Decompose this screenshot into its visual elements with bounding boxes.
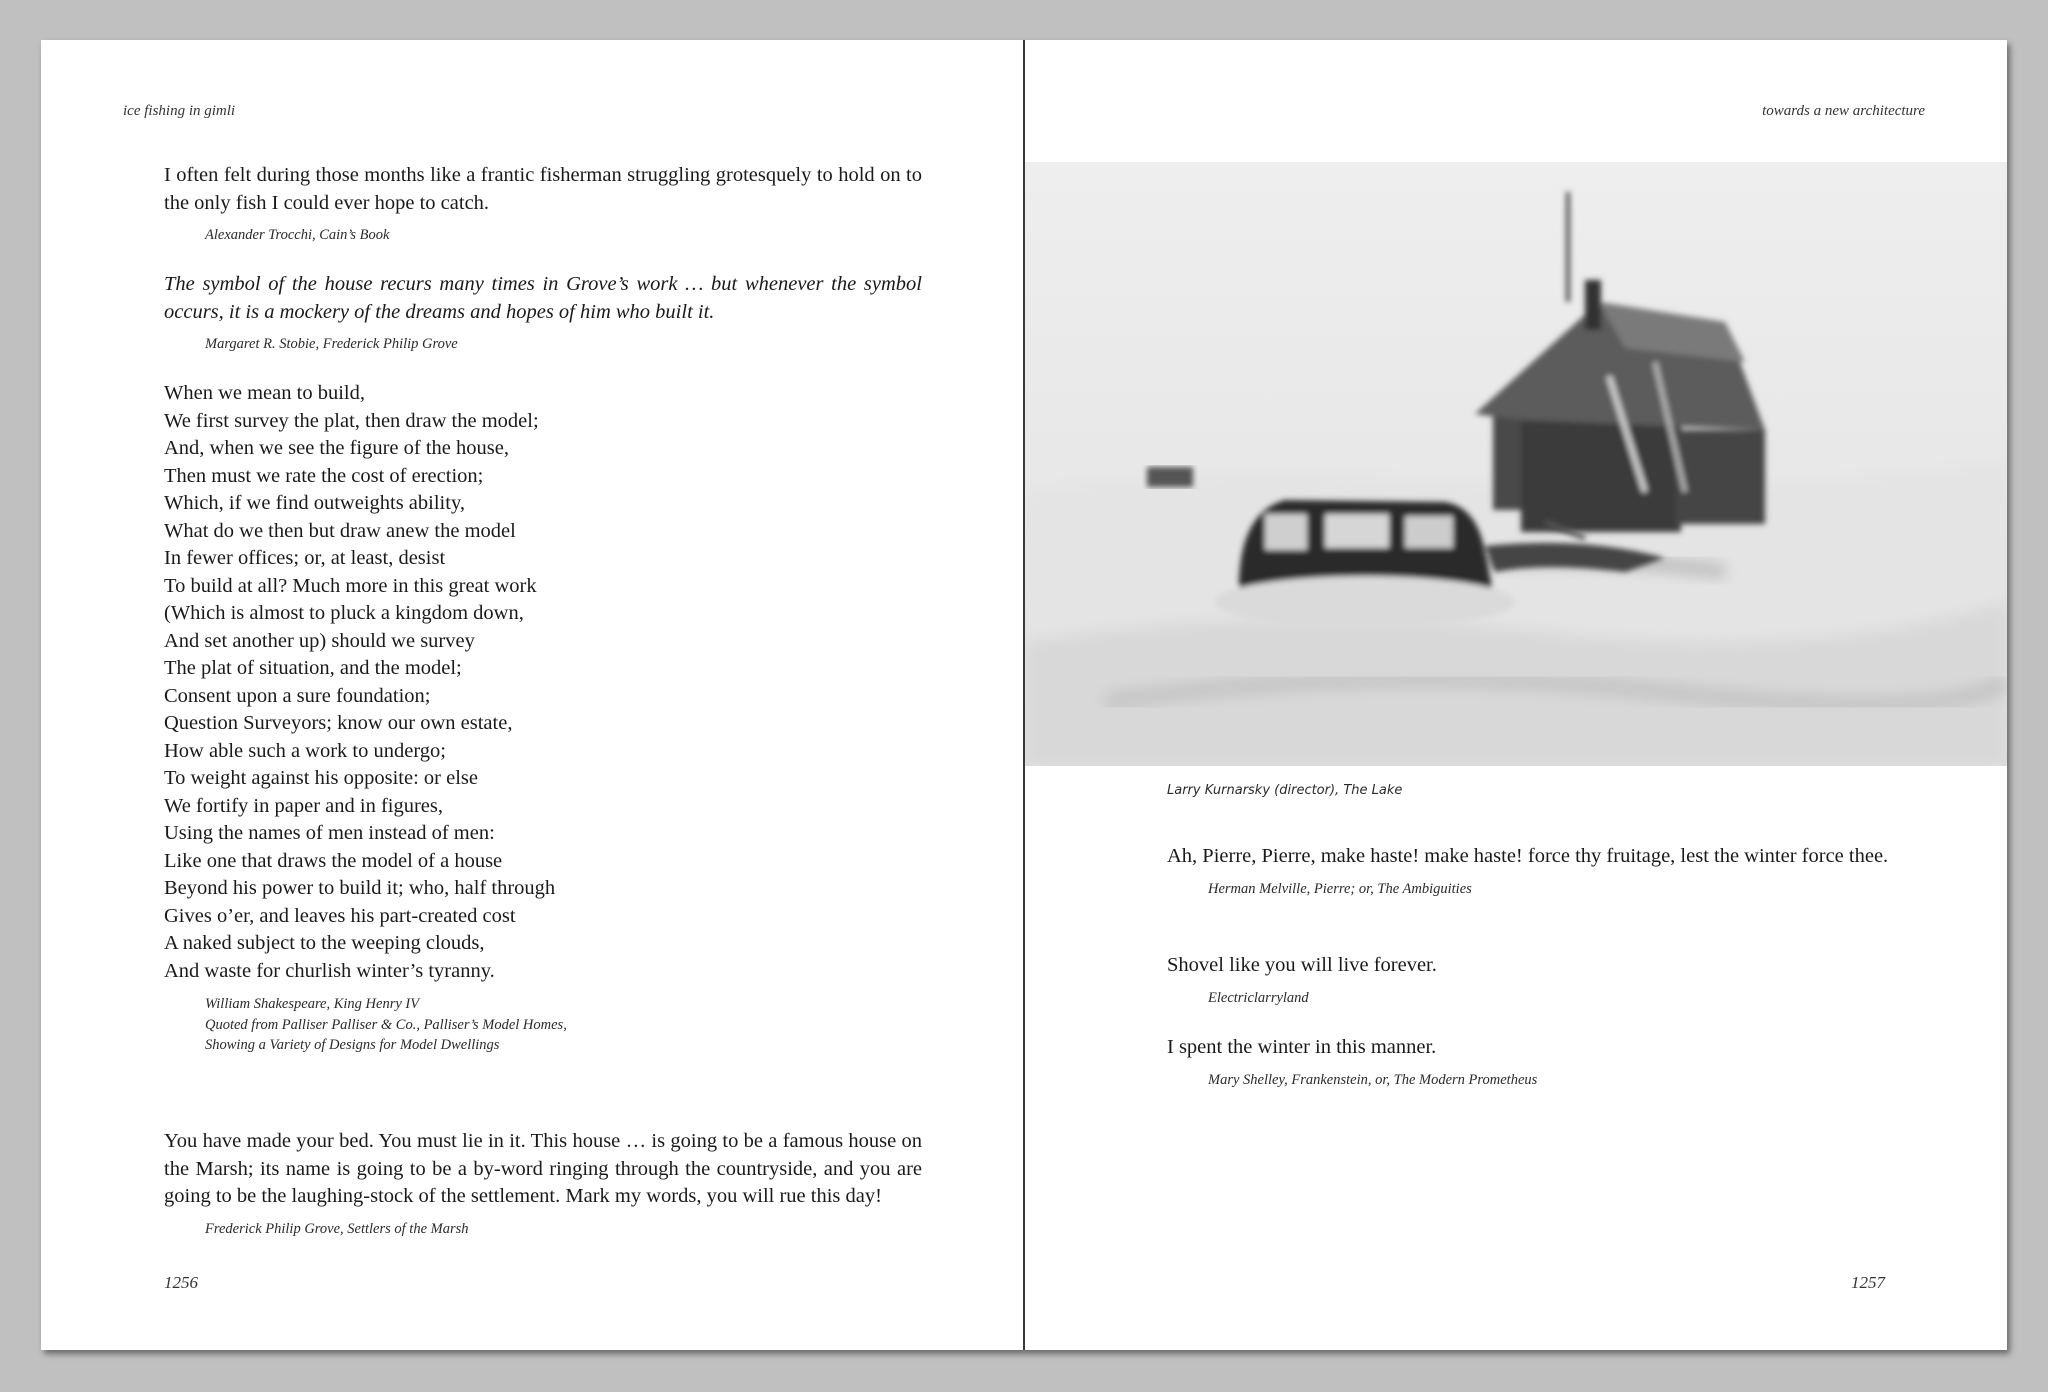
poem-attribution: [205, 994, 922, 1056]
quote-trocchi: [164, 162, 922, 246]
quote-attribution: Alexander Trocchi, Cain’s Book: [205, 227, 390, 243]
quote-text: You have made your bed. You must lie in it. This house … is going to be a famous house on the Marsh; its name is going to be a by-word ringing through the countryside, and you are going to be the laughing-stock of the settlement. Mark my words, you will rue this day!: [164, 1130, 922, 1207]
poem-line: Consent upon a sure foundation;: [164, 684, 431, 707]
left-page: [41, 40, 1023, 1350]
quote-text: The symbol of the house recurs many times in Grove’s work … but whenever the symbol occurs, it is a mockery of the dreams and hopes of him who built it.: [164, 273, 922, 323]
quote-grove: [164, 1128, 922, 1239]
poem-line: Then must we rate the cost of erection;: [164, 464, 484, 487]
poem-line: When we mean to build,: [164, 382, 365, 404]
poem-line: Like one that draws the model of a house: [164, 849, 503, 872]
winter-photo: [1025, 162, 2007, 766]
quote-attribution: Mary Shelley, Frankenstein, or, The Modern Prometheus: [1208, 1071, 1538, 1088]
poem-lines: [164, 380, 922, 985]
quote-text: I spent the winter in this manner.: [1167, 1036, 1437, 1058]
page-number-right: 1257: [1851, 1273, 1885, 1292]
quote-attribution: Frederick Philip Grove, Settlers of the Marsh: [205, 1220, 469, 1237]
poem-line: Beyond his power to build it; who, half through: [164, 877, 556, 899]
poem-line: Which, if we find outweights ability,: [164, 492, 465, 514]
attribution-line: Quoted from Palliser Palliser & Co., Palliser’s Model Homes,: [205, 1016, 567, 1033]
poem-line: To build at all? Much more in this great work: [164, 574, 537, 597]
poem-line: We first survey the plat, then draw the model;: [164, 409, 539, 432]
running-head-right: towards a new architecture: [1762, 103, 1925, 119]
poem-line: The plat of situation, and the model;: [164, 657, 462, 679]
quote-electriclarryland: [1167, 952, 1889, 1008]
quote-melville: [1167, 843, 1889, 899]
poem-line: To weight against his opposite: or else: [164, 767, 478, 789]
attribution-line: Showing a Variety of Designs for Model Dwellings: [205, 1037, 500, 1053]
quote-attribution: Margaret R. Stobie, Frederick Philip Grove: [205, 336, 458, 352]
poem-line: And, when we see the figure of the house,: [164, 437, 509, 459]
photo-illustration: [1025, 162, 2007, 766]
quote-stobie: [164, 271, 922, 355]
photo-caption: Larry Kurnarsky (director), The Lake: [1167, 783, 1403, 798]
poem-line: Gives o’er, and leaves his part-created cost: [164, 904, 516, 927]
quote-text: I often felt during those months like a frantic fisherman struggling grotesquely to hold on to the only fish I could ever hope to catch.: [164, 164, 922, 214]
quote-text: Ah, Pierre, Pierre, make haste! make haste! force thy fruitage, lest the winter force thee.: [1167, 845, 1889, 867]
running-head-left: ice fishing in gimli: [123, 103, 236, 119]
poem-line: A naked subject to the weeping clouds,: [164, 932, 485, 954]
poem-line: We fortify in paper and in figures,: [164, 794, 443, 817]
quote-text: Shovel like you will live forever.: [1167, 954, 1437, 976]
poem-shakespeare: [164, 380, 922, 1056]
poem-line: Using the names of men instead of men:: [164, 822, 495, 844]
attribution-line: William Shakespeare, King Henry IV: [205, 996, 420, 1012]
right-page: [1025, 40, 2007, 1350]
poem-line: (Which is almost to pluck a kingdom down,: [164, 602, 524, 624]
quote-shelley: [1167, 1034, 1889, 1090]
poem-line: In fewer offices; or, at least, desist: [164, 547, 446, 569]
quote-attribution: Herman Melville, Pierre; or, The Ambiguities: [1208, 880, 1472, 897]
poem-line: Question Surveyors; know our own estate,: [164, 712, 513, 734]
poem-line: What do we then but draw anew the model: [164, 519, 516, 542]
poem-line: How able such a work to undergo;: [164, 739, 447, 762]
book-spread: [41, 40, 2007, 1350]
poem-line: And waste for churlish winter’s tyranny.: [164, 959, 495, 982]
quote-attribution: Electriclarryland: [1208, 989, 1309, 1006]
page-number-left: 1256: [164, 1273, 198, 1292]
poem-line: And set another up) should we survey: [164, 629, 475, 652]
